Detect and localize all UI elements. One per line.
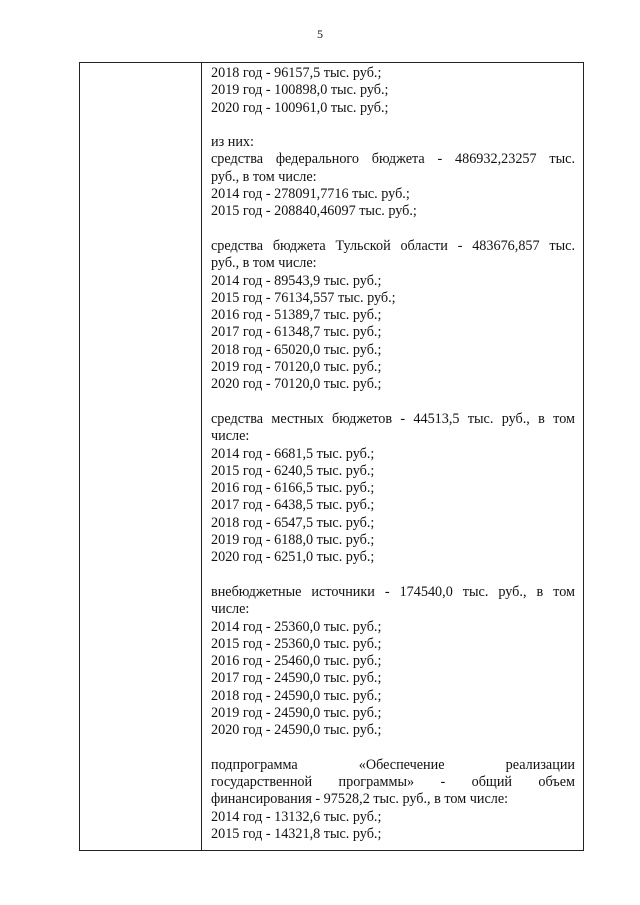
subprogram-financing: финансирования - 97528,2 тыс. руб., в том числе: bbox=[211, 791, 509, 808]
year-line: 2015 год - 208840,46097 тыс. руб.; bbox=[211, 203, 417, 220]
year-line: 2018 год - 6547,5 тыс. руб.; bbox=[211, 514, 375, 531]
year-line: 2014 год - 6681,5 тыс. руб.; bbox=[211, 445, 375, 462]
local-heading-cont: числе: bbox=[211, 428, 250, 445]
year-line: 2016 год - 51389,7 тыс. руб.; bbox=[211, 307, 382, 324]
of-them-label: из них: bbox=[211, 134, 254, 151]
year-line: 2016 год - 6166,5 тыс. руб.; bbox=[211, 480, 375, 497]
funding-table bbox=[79, 62, 584, 851]
year-line: 2019 год - 24590,0 тыс. руб.; bbox=[211, 704, 382, 721]
subprogram-heading-cont: государственной программы» - общий объем bbox=[211, 774, 575, 791]
year-line: 2016 год - 25460,0 тыс. руб.; bbox=[211, 653, 382, 670]
year-line: 2019 год - 100898,0 тыс. руб.; bbox=[211, 82, 389, 99]
regional-heading-cont: руб., в том числе: bbox=[211, 255, 317, 272]
subprogram-heading: подпрограмма «Обеспечение реализации bbox=[211, 756, 575, 773]
year-line: 2014 год - 89543,9 тыс. руб.; bbox=[211, 272, 382, 289]
federal-heading: средства федерального бюджета - 486932,23257 тыс. bbox=[211, 151, 575, 168]
year-line: 2015 год - 25360,0 тыс. руб.; bbox=[211, 635, 382, 652]
column-divider bbox=[201, 63, 202, 850]
year-line: 2017 год - 61348,7 тыс. руб.; bbox=[211, 324, 382, 341]
local-heading: средства местных бюджетов - 44513,5 тыс. руб., в том bbox=[211, 410, 575, 427]
extrabudget-heading-cont: числе: bbox=[211, 601, 250, 618]
regional-heading: средства бюджета Тульской области - 483676,857 тыс. bbox=[211, 237, 575, 254]
year-line: 2020 год - 70120,0 тыс. руб.; bbox=[211, 376, 382, 393]
year-line: 2015 год - 76134,557 тыс. руб.; bbox=[211, 289, 396, 306]
page-number: 5 bbox=[317, 27, 323, 41]
year-line: 2017 год - 24590,0 тыс. руб.; bbox=[211, 670, 382, 687]
extrabudget-heading: внебюджетные источники - 174540,0 тыс. руб., в том bbox=[211, 583, 575, 600]
year-line: 2015 год - 6240,5 тыс. руб.; bbox=[211, 462, 375, 479]
federal-heading-cont: руб., в том числе: bbox=[211, 168, 317, 185]
year-line: 2017 год - 6438,5 тыс. руб.; bbox=[211, 497, 375, 514]
year-line: 2020 год - 100961,0 тыс. руб.; bbox=[211, 99, 389, 116]
year-line: 2019 год - 70120,0 тыс. руб.; bbox=[211, 359, 382, 376]
year-line: 2018 год - 96157,5 тыс. руб.; bbox=[211, 65, 382, 81]
year-line: 2014 год - 13132,6 тыс. руб.; bbox=[211, 808, 382, 825]
year-line: 2014 год - 25360,0 тыс. руб.; bbox=[211, 618, 382, 635]
year-line: 2015 год - 14321,8 тыс. руб.; bbox=[211, 826, 382, 843]
year-line: 2020 год - 6251,0 тыс. руб.; bbox=[211, 549, 375, 566]
year-line: 2014 год - 278091,7716 тыс. руб.; bbox=[211, 186, 410, 203]
year-line: 2018 год - 65020,0 тыс. руб.; bbox=[211, 341, 382, 358]
year-line: 2020 год - 24590,0 тыс. руб.; bbox=[211, 722, 382, 739]
year-line: 2019 год - 6188,0 тыс. руб.; bbox=[211, 532, 375, 549]
funding-text-cell bbox=[211, 65, 575, 843]
year-line: 2018 год - 24590,0 тыс. руб.; bbox=[211, 687, 382, 704]
